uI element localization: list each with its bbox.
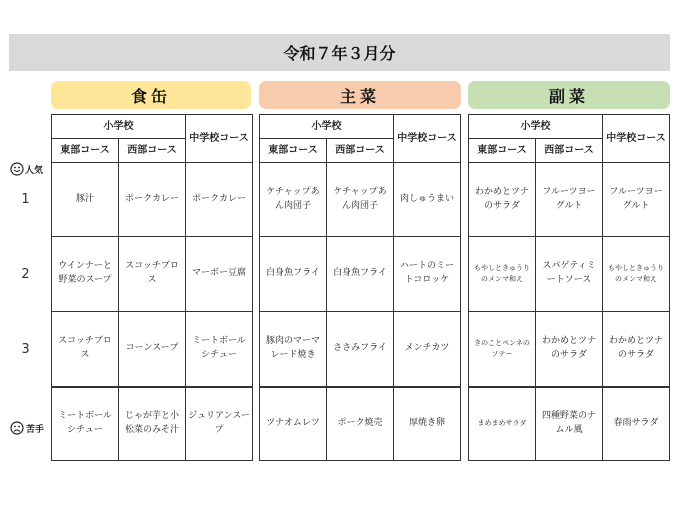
menu-cell: コーンスープ: [119, 312, 186, 387]
jhs-course-header: 中学校コース: [394, 115, 461, 163]
menu-cell: 肉しゅうまい: [394, 163, 461, 237]
menu-cell: 豚汁: [52, 163, 119, 237]
menu-table-shusai: [259, 114, 461, 461]
east-course-header: 東部コース: [52, 139, 119, 163]
menu-cell: 白身魚フライ: [260, 237, 327, 312]
east-course-header: 東部コース: [469, 139, 536, 163]
menu-table-fukusai: [468, 114, 670, 461]
menu-cell: ジュリアンスープ: [186, 387, 253, 461]
menu-cell: まめまめサラダ: [469, 387, 536, 461]
smiley-face-icon: [10, 162, 24, 176]
jhs-course-header: 中学校コース: [603, 115, 670, 163]
menu-cell: ポークカレー: [186, 163, 253, 237]
menu-table-shokkan: [51, 114, 253, 461]
menu-cell: じゃが芋と小松菜のみそ汁: [119, 387, 186, 461]
menu-cell: ミートボールシチュー: [52, 387, 119, 461]
menu-cell: スコッチブロス: [52, 312, 119, 387]
menu-cell: ポークカレー: [119, 163, 186, 237]
menu-cell: スパゲティミートソース: [536, 237, 603, 312]
menu-cell: きのことペンネのソテー: [469, 312, 536, 387]
menu-cell: フルーツヨーグルト: [603, 163, 670, 237]
school-header: 小学校: [469, 115, 603, 139]
dislike-label: [10, 421, 44, 435]
menu-cell: 白身魚フライ: [327, 237, 394, 312]
menu-cell: ツナオムレツ: [260, 387, 327, 461]
menu-cell: 春雨サラダ: [603, 387, 670, 461]
page-title: 令和７年３月分: [9, 34, 670, 71]
menu-cell: ハートのミートコロッケ: [394, 237, 461, 312]
popular-text: 人気: [25, 165, 44, 176]
rank-3-label: 3: [21, 342, 30, 357]
west-course-header: 西部コース: [327, 139, 394, 163]
east-course-header: 東部コース: [260, 139, 327, 163]
menu-cell: ミートボールシチュー: [186, 312, 253, 387]
rank-2-label: 2: [21, 267, 30, 282]
menu-cell: スコッチブロス: [119, 237, 186, 312]
category-header-fukusai: 副菜: [468, 81, 670, 109]
menu-cell: ケチャップあん肉団子: [260, 163, 327, 237]
menu-cell: 四種野菜のナムル風: [536, 387, 603, 461]
menu-cell: マーボー豆腐: [186, 237, 253, 312]
menu-cell: ケチャップあん肉団子: [327, 163, 394, 237]
dislike-text: 苦手: [26, 424, 45, 435]
popular-label: [10, 162, 43, 176]
menu-cell: フルーツヨーグルト: [536, 163, 603, 237]
jhs-course-header: 中学校コース: [186, 115, 253, 163]
category-header-shokkan: 食缶: [51, 81, 251, 109]
school-header: 小学校: [260, 115, 394, 139]
menu-cell: わかめとツナのサラダ: [536, 312, 603, 387]
menu-cell: もやしときゅうりのメンマ和え: [469, 237, 536, 312]
menu-cell: ささみフライ: [327, 312, 394, 387]
menu-cell: ウインナーと野菜のスープ: [52, 237, 119, 312]
menu-cell: メンチカツ: [394, 312, 461, 387]
school-header: 小学校: [52, 115, 186, 139]
menu-cell: ポーク焼売: [327, 387, 394, 461]
menu-cell: 厚焼き卵: [394, 387, 461, 461]
west-course-header: 西部コース: [536, 139, 603, 163]
menu-cell: 豚肉のマーマレード焼き: [260, 312, 327, 387]
menu-cell: わかめとツナのサラダ: [469, 163, 536, 237]
menu-cell: わかめとツナのサラダ: [603, 312, 670, 387]
frown-face-icon: [10, 421, 24, 435]
category-header-shusai: 主菜: [259, 81, 461, 109]
rank-1-label: 1: [21, 192, 30, 207]
west-course-header: 西部コース: [119, 139, 186, 163]
menu-cell: もやしときゅうりのメンマ和え: [603, 237, 670, 312]
